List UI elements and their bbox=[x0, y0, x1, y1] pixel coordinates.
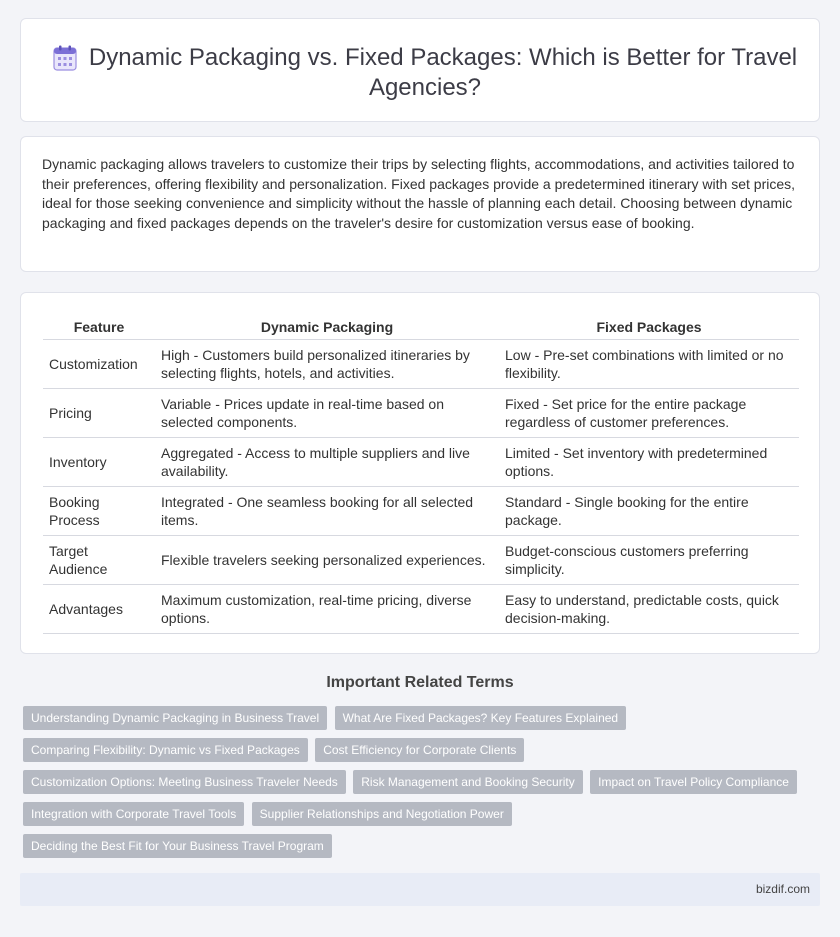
page-title: Dynamic Packaging vs. Fixed Packages: Which is Better for Travel Agencies? bbox=[88, 44, 798, 101]
tag-row bbox=[23, 706, 813, 738]
table-header-row bbox=[43, 316, 799, 340]
tag-row bbox=[23, 738, 813, 770]
title-wrap bbox=[51, 43, 799, 103]
intro-paragraph: Dynamic packaging allows travelers to customize their trips by selecting flights, accommodations, and activities tailored to their preferences, offering flexibility and personalization. Fixed packages provide a predetermined itinerary with set prices, ideal for those seeking convenience and simplicity without the hassle of planning each detail. Choosing between dynamic packaging and fixed packages depends on the traveler's desire for customization versus ease of booking. bbox=[42, 156, 796, 231]
fixed-cell: Easy to understand, predictable costs, quick decision-making. bbox=[499, 585, 799, 634]
tag-row bbox=[23, 802, 813, 834]
comparison-card bbox=[20, 292, 820, 654]
related-term-tag[interactable]: What Are Fixed Packages? Key Features Explained bbox=[335, 706, 626, 730]
related-terms-tags bbox=[23, 706, 813, 866]
related-term-tag[interactable]: Integration with Corporate Travel Tools bbox=[23, 802, 244, 826]
feature-cell: Booking Process bbox=[43, 487, 155, 536]
table-row bbox=[43, 487, 799, 536]
related-term-tag[interactable]: Impact on Travel Policy Compliance bbox=[590, 770, 797, 794]
related-term-tag[interactable]: Cost Efficiency for Corporate Clients bbox=[315, 738, 524, 762]
fixed-cell: Budget-conscious customers preferring simplicity. bbox=[499, 536, 799, 585]
header-card bbox=[20, 18, 820, 122]
fixed-cell: Standard - Single booking for the entire package. bbox=[499, 487, 799, 536]
related-terms-heading: Important Related Terms bbox=[326, 674, 514, 691]
dynamic-cell: Aggregated - Access to multiple suppliers and live availability. bbox=[155, 438, 499, 487]
tag-row bbox=[23, 770, 813, 802]
dynamic-cell: Integrated - One seamless booking for all selected items. bbox=[155, 487, 499, 536]
header-feature: Feature bbox=[43, 316, 155, 340]
related-term-tag[interactable]: Supplier Relationships and Negotiation Power bbox=[252, 802, 512, 826]
table-row bbox=[43, 536, 799, 585]
feature-cell: Customization bbox=[43, 340, 155, 389]
feature-cell: Inventory bbox=[43, 438, 155, 487]
table-row bbox=[43, 389, 799, 438]
fixed-cell: Fixed - Set price for the entire package regardless of customer preferences. bbox=[499, 389, 799, 438]
calendar-icon bbox=[53, 45, 77, 71]
dynamic-cell: High - Customers build personalized itineraries by selecting flights, hotels, and activities. bbox=[155, 340, 499, 389]
related-term-tag[interactable]: Comparing Flexibility: Dynamic vs Fixed Packages bbox=[23, 738, 308, 762]
dynamic-cell: Flexible travelers seeking personalized experiences. bbox=[155, 536, 499, 585]
feature-cell: Pricing bbox=[43, 389, 155, 438]
table-row bbox=[43, 585, 799, 634]
header-fixed-packages: Fixed Packages bbox=[499, 316, 799, 340]
related-term-tag[interactable]: Understanding Dynamic Packaging in Business Travel bbox=[23, 706, 327, 730]
footer-site-name: bizdif.com bbox=[755, 882, 810, 896]
related-term-tag[interactable]: Risk Management and Booking Security bbox=[353, 770, 582, 794]
fixed-cell: Low - Pre-set combinations with limited or no flexibility. bbox=[499, 340, 799, 389]
intro-card bbox=[20, 136, 820, 272]
fixed-cell: Limited - Set inventory with predetermined options. bbox=[499, 438, 799, 487]
comparison-table bbox=[43, 316, 799, 634]
related-term-tag[interactable]: Customization Options: Meeting Business Traveler Needs bbox=[23, 770, 346, 794]
header-dynamic-packaging: Dynamic Packaging bbox=[155, 316, 499, 340]
table-row bbox=[43, 340, 799, 389]
footer-bar bbox=[20, 873, 820, 906]
tag-row bbox=[23, 834, 813, 866]
dynamic-cell: Variable - Prices update in real-time based on selected components. bbox=[155, 389, 499, 438]
dynamic-cell: Maximum customization, real-time pricing, diverse options. bbox=[155, 585, 499, 634]
related-term-tag[interactable]: Deciding the Best Fit for Your Business Travel Program bbox=[23, 834, 332, 858]
feature-cell: Advantages bbox=[43, 585, 155, 634]
table-row bbox=[43, 438, 799, 487]
feature-cell: Target Audience bbox=[43, 536, 155, 585]
